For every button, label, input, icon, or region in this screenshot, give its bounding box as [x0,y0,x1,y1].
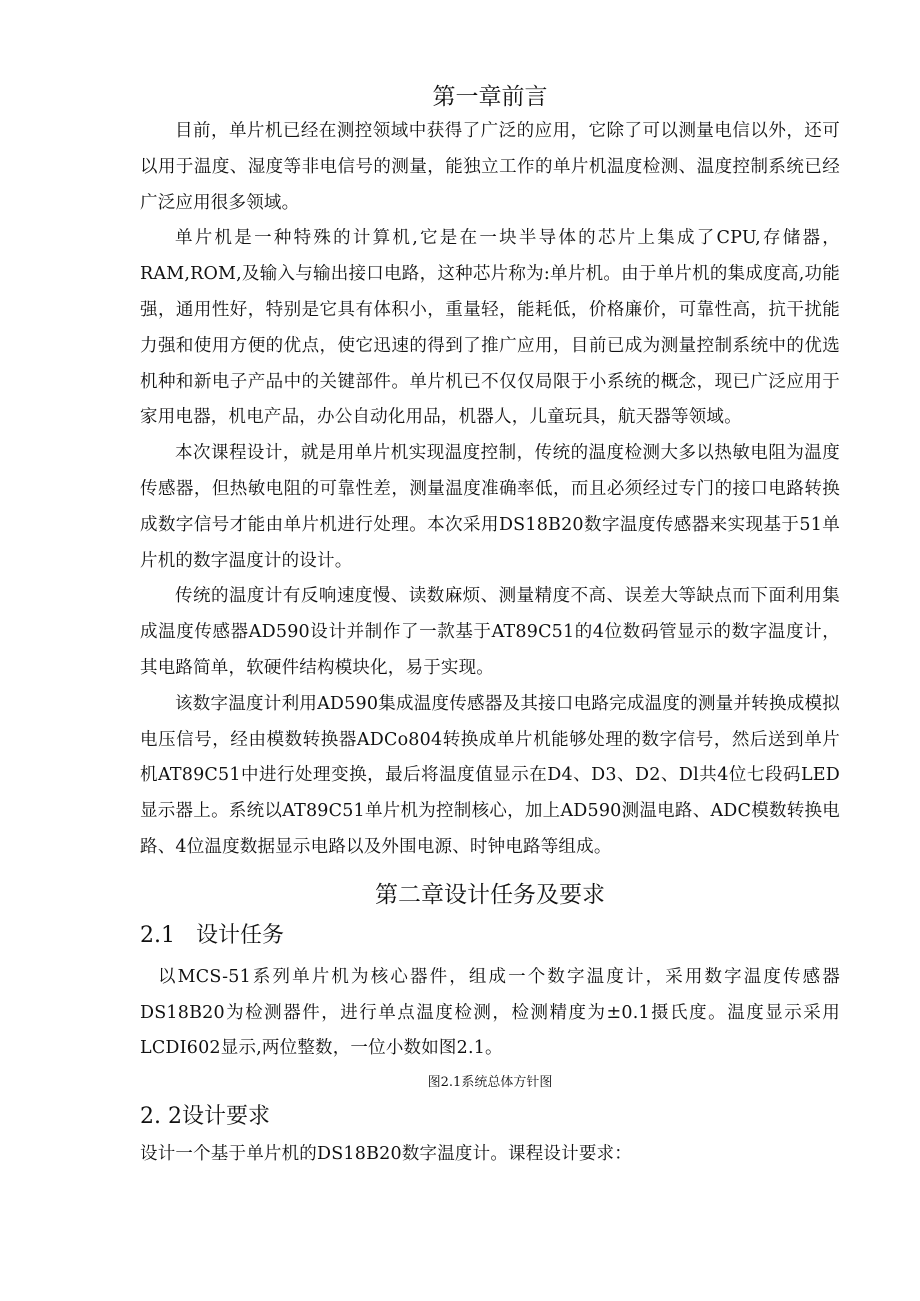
chapter-1-paragraph-5: 该数字温度计利用AD590集成温度传感器及其接口电路完成温度的测量并转换成模拟电压信号，经由模数转换器ADCo804转换成单片机能够处理的数字信号，然后送到单片机AT89C51中进行处理变换，最后将温度值显示在D4、D3、D2、Dl共4位七段码LED显示器上。系统以AT89C51单片机为控制核心，加上AD590测温电路、ADC模数转换电路、4位温度数据显示电路以及外围电源、时钟电路等组成。 [140,693,840,857]
chapter-1-paragraph-1: 目前，单片机已经在测控领域中获得了广泛的应用，它除了可以测量电信以外，还可以用于温度、湿度等非电信号的测量，能独立工作的单片机温度检测、温度控制系统已经广泛应用很多领域。 [140,121,840,213]
chapter-1-paragraph-3: 本次课程设计，就是用单片机实现温度控制，传统的温度检测大多以热敏电阻为温度传感器，但热敏电阻的可靠性差，测量温度准确率低，而且必须经过专门的接口电路转换成数字信号才能由单片机进行处理。本次采用DS18B20数字温度传感器来实现基于51单片机的数字温度计的设计。 [140,443,840,571]
document-body [140,80,840,1173]
section-2-1-paragraph: 以MCS-51系列单片机为核心器件，组成一个数字温度计，采用数字温度传感器DS18B20为检测器件，进行单点温度检测，检测精度为±0.1摄氏度。温度显示采用LCDI602显示,两位整数，一位小数如图2.1。 [140,966,840,1059]
section-2-1-title: 设计任务 [196,922,285,948]
section-2-2-paragraph: 设计一个基于单片机的DS18B20数字温度计。课程设计要求： [140,1144,632,1165]
chapter-2-title: 第二章设计任务及要求 [375,881,605,908]
section-2-1-number: 2.1 [140,922,175,948]
section-2-2-heading: 2. 2设计要求 [140,1104,270,1130]
section-2-1-heading [140,918,840,954]
chapter-1-title: 第一章前言 [432,84,548,110]
chapter-1-paragraph-2: 单片机是一种特殊的计算机,它是在一块半导体的芯片上集成了CPU,存储器，RAM,ROM,及输入与输出接口电路，这种芯片称为:单片机。由于单片机的集成度高,功能强，通用性好，特别是它具有体积小，重量轻，能耗低，价格廉价，可靠性高，抗干扰能力强和使用方便的优点，使它迅速的得到了推广应用，目前已成为测量控制系统中的优选机种和新电子产品中的关键部件。单片机已不仅仅局限于小系统的概念，现已广泛应用于家用电器，机电产品，办公自动化用品，机器人，儿童玩具，航天器等领域。 [140,228,840,428]
chapter-1-paragraph-4: 传统的温度计有反响速度慢、读数麻烦、测量精度不高、误差大等缺点而下面利用集成温度传感器AD590设计并制作了一款基于AT89C51的4位数码管显示的数字温度计，其电路简单，软硬件结构模块化，易于实现。 [140,586,840,678]
figure-2-1-caption: 图2.1系统总体方针图 [427,1075,553,1091]
